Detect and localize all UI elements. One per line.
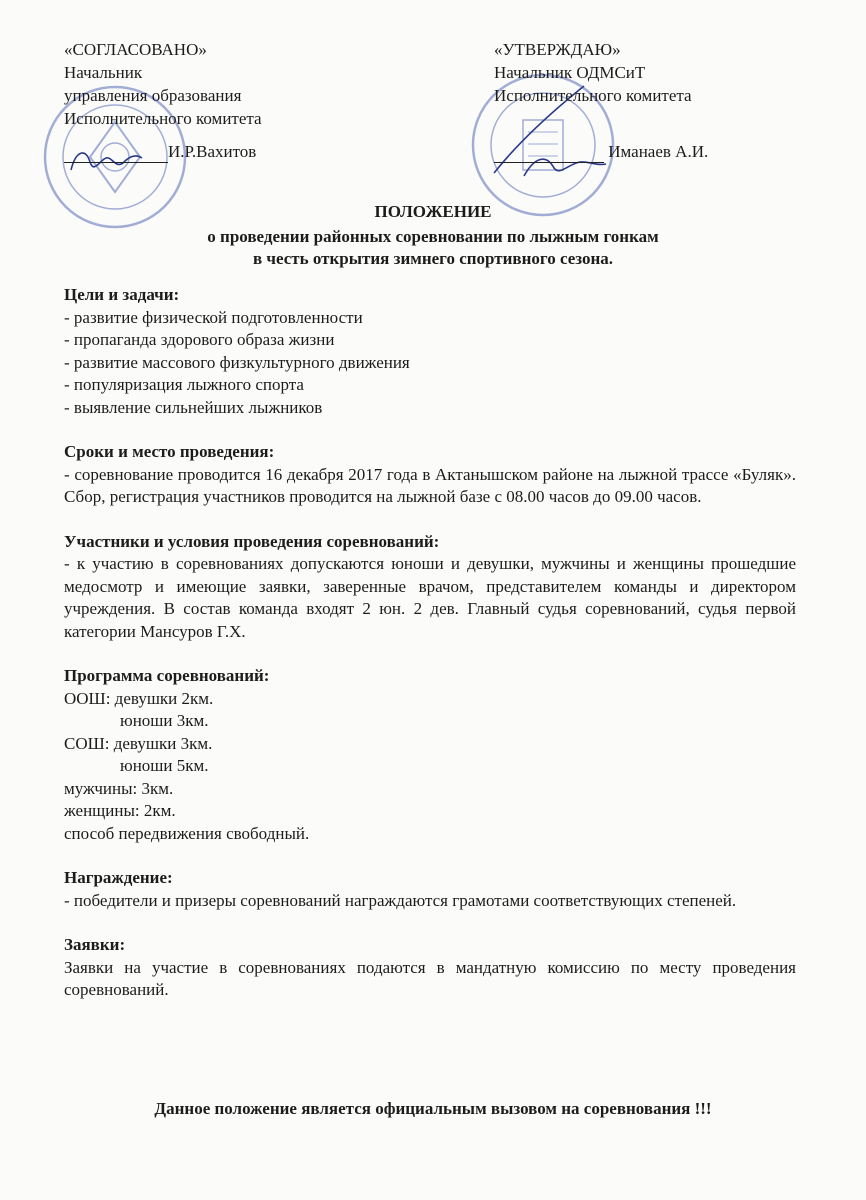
approved-position: Начальник ОДМСиТ xyxy=(494,63,646,82)
goal-item: - пропаганда здорового образа жизни xyxy=(64,330,335,349)
document-body xyxy=(64,284,796,1002)
document-title: ПОЛОЖЕНИЕ xyxy=(374,202,492,221)
goal-item: - выявление сильнейших лыжников xyxy=(64,397,323,417)
agreed-position: Начальник xyxy=(64,63,143,82)
award-text: - победители и призеры соревнований награждаются грамотами соответствующих степеней. xyxy=(64,890,737,910)
document-subtitle-1: о проведении районных соревновании по лыжным гонкам xyxy=(207,227,659,246)
participants-text: - к участию в соревнованиях допускаются юноши и девушки, мужчины и женщины прошедшие медосмотр и имеющие заявки, заверенные врачом, представителем команды и директором учреждения. В состав команда входят 2 юн. 2 дев. Главный судья соревнований, судья первой категории Мансуров Г.Х. xyxy=(64,554,796,641)
program-heading: Программа соревнований: xyxy=(64,666,270,685)
approved-name: Иманаев А.И. xyxy=(608,142,709,161)
program-line: женщины: 2км. xyxy=(64,801,176,820)
approved-committee: Исполнительного комитета xyxy=(494,86,692,105)
agreed-name: И.Р.Вахитов xyxy=(168,142,257,161)
approved-signature-line xyxy=(494,140,708,163)
dates-heading: Сроки и место проведения: xyxy=(64,442,275,461)
goal-item: - популяризация лыжного спорта xyxy=(64,375,304,394)
closing-statement: Данное положение является официальным вызовом на соревнования !!! xyxy=(154,1099,712,1118)
program-line: ООШ: девушки 2км. xyxy=(64,688,214,708)
program-line: способ передвижения свободный. xyxy=(64,823,310,843)
goal-item: - развитие физической подготовленности xyxy=(64,307,363,327)
agreed-committee: Исполнительного комитета xyxy=(64,109,262,128)
goals-heading: Цели и задачи: xyxy=(64,285,180,304)
applications-heading: Заявки: xyxy=(64,935,126,954)
approval-block-agreed xyxy=(64,38,262,163)
participants-heading: Участники и условия проведения соревнований: xyxy=(64,531,440,551)
goal-item: - развитие массового физкультурного движения xyxy=(64,352,410,372)
program-line: СОШ: девушки 3км. xyxy=(64,733,213,753)
program-line: юноши 5км. xyxy=(120,756,209,775)
agreed-department: управления образования xyxy=(64,86,242,105)
agreed-label: «СОГЛАСОВАНО» xyxy=(64,40,207,59)
program-line: мужчины: 3км. xyxy=(64,778,174,798)
approval-block-approved xyxy=(494,38,708,163)
program-line: юноши 3км. xyxy=(120,711,209,730)
agreed-signature-line xyxy=(64,140,262,163)
dates-text: - соревнование проводится 16 декабря 2017 года в Актанышском районе на лыжной трассе «Буляк». Сбор, регистрация участников проводится на лыжной базе с 08.00 часов до 09.00 часов. xyxy=(64,464,796,506)
document-subtitle-2: в честь открытия зимнего спортивного сезона. xyxy=(252,249,614,268)
award-heading: Награждение: xyxy=(64,868,173,887)
applications-text: Заявки на участие в соревнованиях подаются в мандатную комиссию по месту проведения соревнований. xyxy=(64,957,796,999)
approved-label: «УТВЕРЖДАЮ» xyxy=(494,40,621,59)
